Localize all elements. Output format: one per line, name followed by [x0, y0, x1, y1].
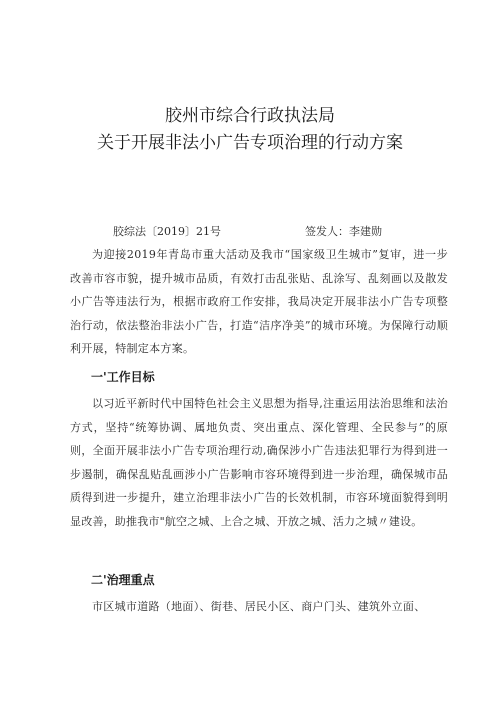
focus-paragraph: 市区城市道路（地面）、街巷、居民小区、商户门头、建筑外立面、	[92, 600, 426, 613]
goals-paragraph: 以习近平新时代中国特色社会主义思想为指导,注重运用法治思维和法治方式，坚持“统筹协调、属地负责、突出重点、深化管理、全民参与”的原则，全面开展非法小广告专项治理行动,确保涉小广告违法犯罪行为得到进一步遏制，确保乱贴乱画涉小广告影响市容环境得到进一步治理，确保城市品质得到进一步提升，建立治理非法小广告的长效机制，市容环境面貌得到明显改善，助推我市"航空之城、上合之城、开放之城、活力之城〃建设。	[70, 397, 448, 528]
intro-paragraph: 为迎接2019年青岛市重大活动及我市“国家级卫生城市”复审，进一步改善市容市貌，提升城市品质，有效打击乱张贴、乱涂写、乱刻画以及散发小广告等违法行为，根据市政府工作安排，我局决定开展非法小广告专项整治行动，依法整治非法小广告，打造“洁序净美”的城市环境。为保障行动顺利开展，特制定本方案。	[70, 248, 448, 356]
section-heading-goals: 一'工作目标	[91, 370, 155, 384]
document-number: 胶综法〔2019〕21号	[113, 225, 221, 238]
document-signer: 签发人：李建勋	[305, 225, 382, 238]
section-heading-focus: 二'治理重点	[91, 573, 155, 587]
document-title-line-1: 胶州市综合行政执法局	[165, 106, 335, 126]
document-title-line-2: 关于开展非法小广告专项治理的行动方案	[97, 133, 403, 153]
